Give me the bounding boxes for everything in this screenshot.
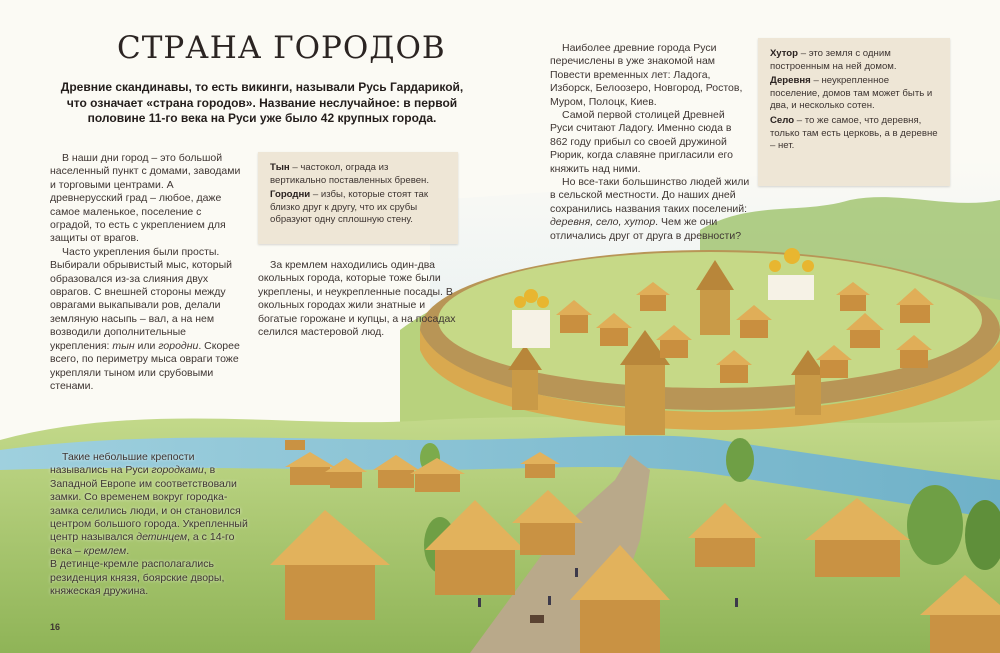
- note-tyn-gorodni: [258, 152, 458, 244]
- column-city-definition: [50, 152, 246, 393]
- column-ancient-cities: [550, 42, 750, 243]
- note-settlement-types: [758, 38, 950, 186]
- column-kremlin-surroundings: [258, 259, 458, 339]
- paragraph: Самой первой столицей Древней Руси считают Ладогу. Именно сюда в 862 году прибыл со своей дружиной Рюрик, когда славяне пригласили его княжить над ними.: [550, 109, 733, 175]
- term-gorodki: городками: [151, 464, 204, 477]
- def-tyn: – частокол, ограда из вертикально поставленных бревен.: [270, 162, 430, 186]
- def-gorodni: – избы, которые стоят так близко друг к другу, что их срубы образуют одну сплошную стену.: [270, 189, 429, 226]
- term-derevnya: Деревня: [770, 75, 811, 87]
- paragraph: В наши дни город – это большой населенный пункт с домами, заводами и торговыми центрами. А древнерусский град – любое, даже самое маленькое, поселение с оградой, то есть с укреплением для защиты от врагов.: [50, 152, 241, 245]
- paragraph: В детинце-кремле располагались резиденция князя, боярские дворы, княжеская дружина.: [50, 558, 225, 598]
- term-gorodni: Городни: [270, 189, 311, 201]
- term-tyn: Тын: [270, 162, 290, 173]
- def-selo: – то же самое, что деревня, только там есть церковь, а в деревне – нет.: [770, 114, 938, 152]
- term-khutor: Хутор: [770, 48, 799, 59]
- page-number: 16: [50, 622, 61, 632]
- term-detinets: детинцем: [136, 531, 188, 544]
- def-derevnya: – неукрепленное поселение, домов там может быть и два, и несколько сотен.: [770, 75, 933, 112]
- paragraph: Такие небольшие крепости назывались на Руси городками, в Западной Европе им соответствовали замки. Со временем вокруг городка-замка селились люди, и он становился центром большого города. Укрепленный центр назывался детинцем, а с 14-го века – кремлем.: [50, 451, 248, 557]
- page-title: СТРАНА ГОРОДОВ: [117, 30, 446, 66]
- term-selo: Село: [770, 114, 795, 126]
- term-kreml: кремлем: [83, 544, 127, 557]
- paragraph: Часто укрепления были просты. Выбирали обрывистый мыс, который образовался из-за слияния двух оврагов. С внешней стороны между оврагами выкапывали ров, делали земляную насыпь – вал, а на нем возводили дополнительные укрепления: тын или городни. Скорее всего, по периметру мыса овраги тоже укрепляли тыном или срубовыми стенами.: [50, 245, 240, 392]
- terms-settlements: деревня, село, хутор: [550, 216, 656, 229]
- column-gorodki: [50, 451, 248, 598]
- paragraph: Наиболее древние города Руси перечислены в уже знакомой нам Повести временных лет: Ладога, Изборск, Белоозеро, Новгород, Ростов, Муром, Полоцк, Киев.: [550, 42, 743, 108]
- term-tyn-italic: тын: [112, 339, 135, 352]
- term-gorodni-italic: городни: [158, 339, 199, 352]
- lead-paragraph: Древние скандинавы, то есть викинги, называли Русь Гардарикой, что означает «страна городов». Название неслучайное: в первой половине 11-го века на Руси уже было 42 крупных города.: [60, 80, 464, 125]
- def-khutor: – это земля с одним построенным на ней домом.: [770, 48, 897, 72]
- paragraph: За кремлем находились один-два окольных города, которые тоже были укреплены, и неукрепленные посады. В окольных городах жили знатные и богатые горожане и купцы, а на посадах селился мастеровой люд.: [258, 259, 456, 339]
- paragraph: Но все-таки большинство людей жили в сельской местности. До наших дней сохранились названия таких поселений: деревня, село, хутор. Чем же они отличались друг от друга в древности?: [550, 176, 750, 242]
